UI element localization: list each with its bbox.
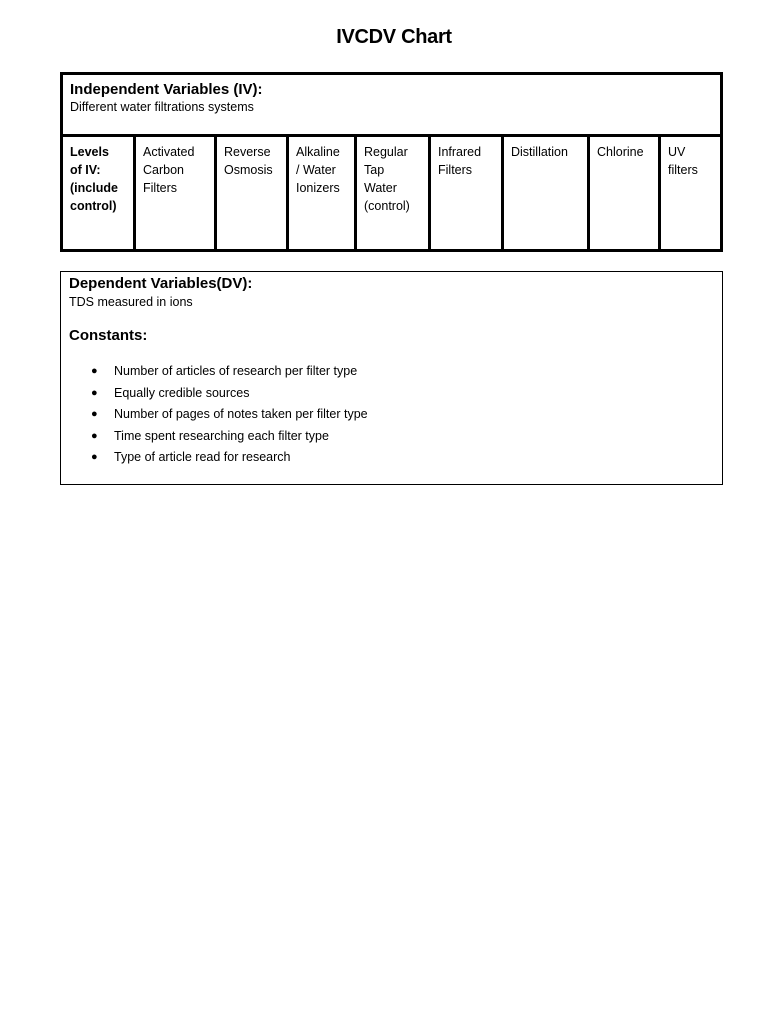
level-cell-uv-filters [661,137,720,249]
level-text-line: filters [668,163,698,177]
level-text-line: Tap [364,163,385,177]
list-item [69,426,722,448]
constant-text: Equally credible sources [114,385,250,400]
page-title: IVCDV Chart [336,26,452,48]
iv-heading: Independent Variables (IV): [70,81,263,98]
constants-heading: Constants: [69,327,148,344]
bullet-icon: ● [91,365,98,377]
bullet-icon: ● [91,408,98,420]
constant-text: Number of articles of research per filter type [114,364,358,378]
level-cell-alkaline-water-ionizers [289,137,357,249]
list-item [69,361,722,383]
level-text-line: Reverse [224,145,271,159]
levels-label-line: (include [70,181,118,195]
level-text-line: Distillation [511,145,568,159]
iv-header-cell [63,75,720,137]
iv-levels-row [63,137,720,249]
levels-label-line: of IV: [70,163,101,177]
list-item [69,447,722,469]
constant-text: Type of article read for research [114,450,291,464]
level-cell-reverse-osmosis [217,137,289,249]
level-cell-activated-carbon [136,137,217,249]
list-item [69,383,722,405]
bullet-icon: ● [91,451,98,463]
level-text-line: (control) [364,199,410,213]
level-cell-infrared-filters [431,137,504,249]
dv-heading: Dependent Variables(DV): [69,275,253,292]
constant-text: Number of pages of notes taken per filter type [114,407,368,421]
levels-label-line: control) [70,199,117,213]
level-text-line: Carbon [143,163,184,177]
level-text-line: Ionizers [296,181,340,195]
list-item [69,404,722,426]
constants-list [69,361,722,469]
level-text-line: Alkaline [296,145,340,159]
level-text-line: Osmosis [224,163,273,177]
level-cell-regular-tap-water [357,137,431,249]
levels-label-line: Levels [70,145,109,159]
iv-description: Different water filtrations systems [70,100,254,114]
level-text-line: / Water [296,163,336,177]
dv-description: TDS measured in ions [69,295,193,309]
levels-label-cell [63,137,136,249]
independent-variables-table [60,72,723,252]
bullet-icon: ● [91,429,98,442]
bullet-icon: ● [91,386,98,399]
level-cell-chlorine [590,137,661,249]
constant-text: Time spent researching each filter type [114,428,329,443]
level-text-line: Activated [143,145,195,159]
dependent-variables-box [60,271,723,485]
level-text-line: Filters [438,163,473,177]
level-cell-distillation [504,137,590,249]
level-text-line: UV [668,145,686,159]
level-text-line: Filters [143,181,178,195]
level-text-line: Water [364,181,397,195]
level-text-line: Chlorine [597,145,644,159]
level-text-line: Infrared [438,145,482,159]
level-text-line: Regular [364,145,408,159]
